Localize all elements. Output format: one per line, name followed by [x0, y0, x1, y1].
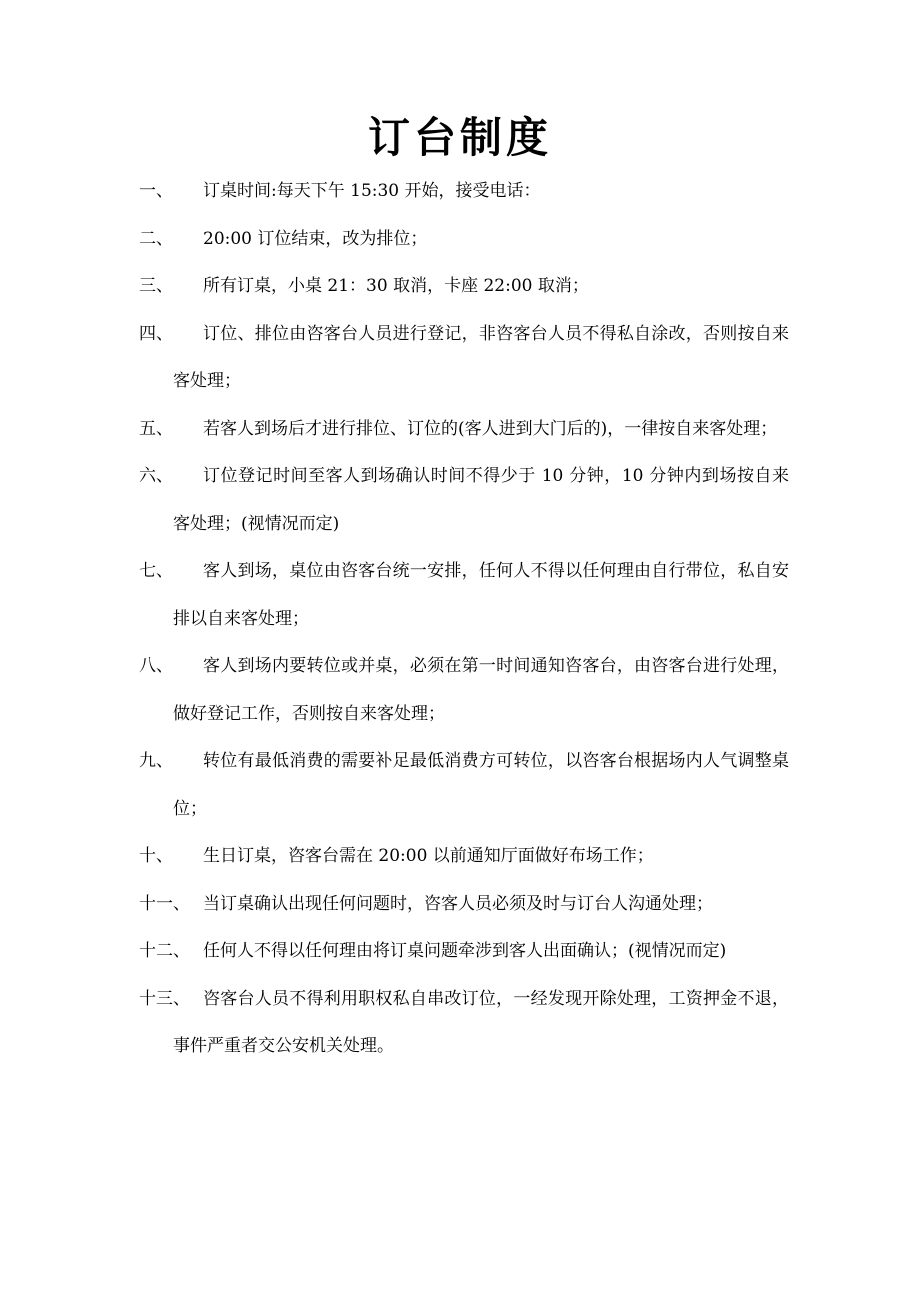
rule-number: 三、 [139, 276, 173, 296]
rule-text: 当订桌确认出现任何问题时，咨客人员必须及时与订台人沟通处理； [203, 893, 713, 914]
rule-item [139, 548, 789, 643]
rule-text: 若客人到场后才进行排位、订位的(客人进到大门后的)，一律按自来客处理； [203, 418, 778, 439]
rule-item [139, 311, 789, 406]
rule-number: 六、 [139, 466, 173, 486]
rule-text: 订桌时间:每天下午 15:30 开始，接受电话： [203, 181, 541, 201]
rule-list [139, 168, 789, 1071]
rule-text: 订位、排位由咨客台人员进行登记，非咨客台人员不得私自涂改，否则按自来客处理； [173, 323, 789, 391]
rule-number: 一、 [139, 181, 173, 201]
rule-number: 十、 [139, 846, 173, 866]
rule-number: 十二、 [139, 941, 190, 961]
rule-item [139, 216, 789, 264]
rule-text: 20:00 订位结束，改为排位； [203, 228, 428, 249]
rule-number: 九、 [139, 751, 173, 771]
rule-number: 八、 [139, 656, 173, 676]
rule-item [139, 643, 789, 738]
rule-item [139, 406, 789, 454]
rule-item [139, 738, 789, 833]
rule-text: 生日订桌，咨客台需在 20:00 以前通知厅面做好布场工作； [203, 846, 654, 866]
rule-item [139, 881, 789, 929]
rule-item [139, 928, 789, 976]
rule-number: 七、 [139, 561, 173, 581]
rule-number: 十一、 [139, 893, 190, 914]
rule-item [139, 833, 789, 881]
rule-number: 四、 [139, 323, 173, 344]
rule-text: 任何人不得以任何理由将订桌问题牵涉到客人出面确认；(视情况而定) [203, 941, 727, 961]
rule-item [139, 976, 789, 1071]
rule-text: 客人到场，桌位由咨客台统一安排，任何人不得以任何理由自行带位，私自安排以自来客处理； [173, 561, 789, 629]
rule-item [139, 453, 789, 548]
rule-number: 二、 [139, 228, 173, 249]
rule-text: 咨客台人员不得利用职权私自串改订位，一经发现开除处理，工资押金不退，事件严重者交公安机关处理。 [173, 988, 789, 1056]
rule-item [139, 263, 789, 311]
rule-number: 五、 [139, 418, 173, 439]
page-title: 订台制度 [367, 113, 552, 162]
rule-text: 客人到场内要转位或并桌，必须在第一时间通知咨客台，由咨客台进行处理，做好登记工作，否则按自来客处理； [173, 656, 789, 724]
rule-text: 订位登记时间至客人到场确认时间不得少于 10 分钟，10 分钟内到场按自来客处理；(视情况而定) [173, 466, 789, 534]
rule-number: 十三、 [139, 988, 190, 1009]
rule-item [139, 168, 789, 216]
rule-text: 转位有最低消费的需要补足最低消费方可转位，以咨客台根据场内人气调整桌位； [173, 751, 789, 819]
rule-text: 所有订桌，小桌 21：30 取消，卡座 22:00 取消； [203, 276, 589, 296]
